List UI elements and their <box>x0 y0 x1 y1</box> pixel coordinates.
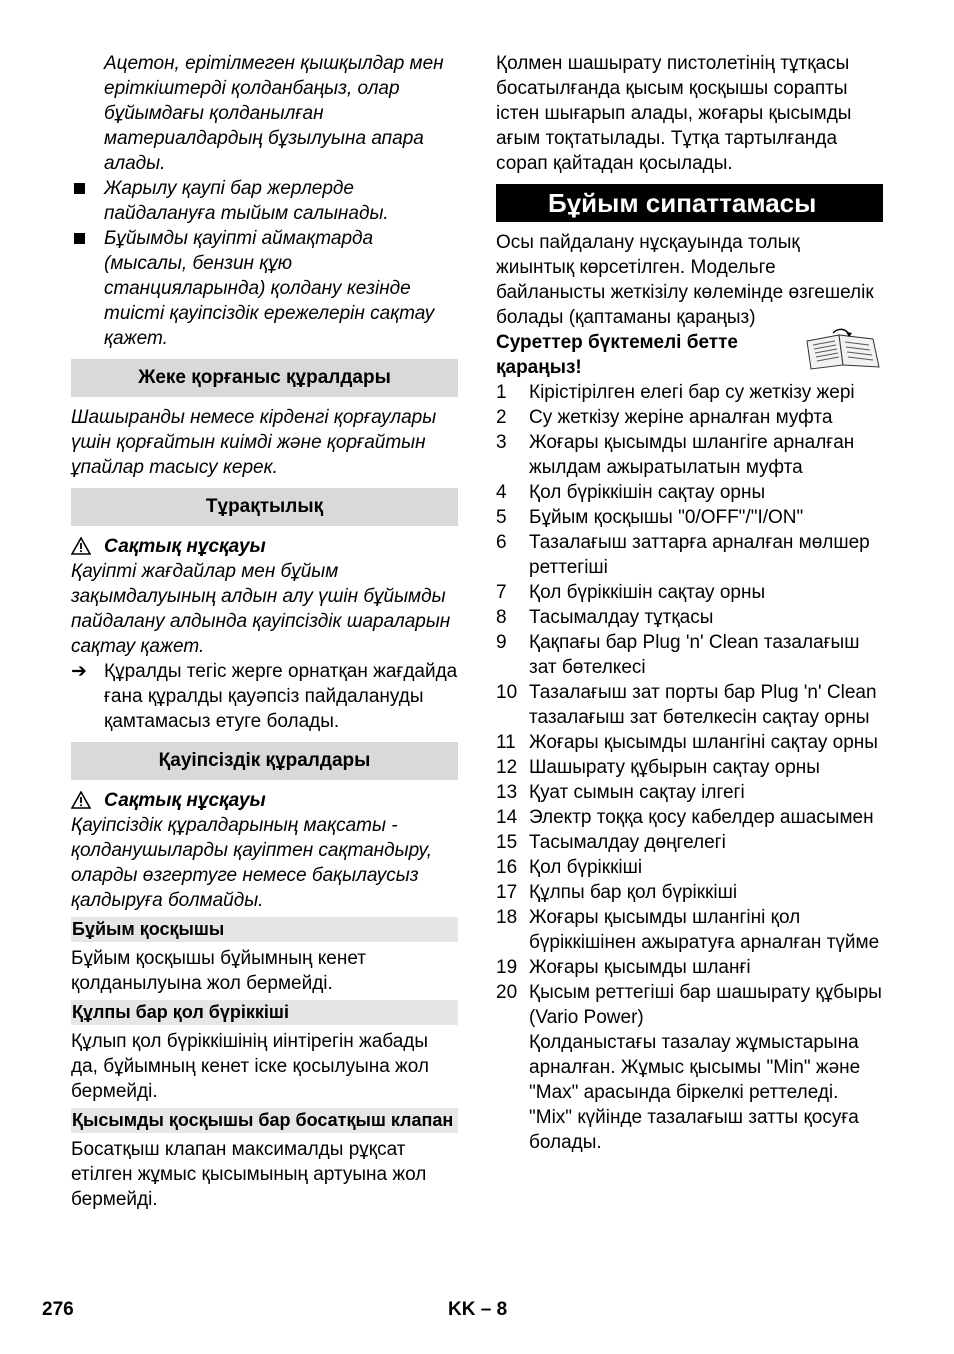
item-20-description: Қолданыстағы тазалау жұмыстарына арналған. Жұмыс қысымы "Min" және "Max" арасында біркелкі реттеледі. "Mix" күйінде тазалағыш затты қосуға болады. <box>529 1032 861 1153</box>
bullet-item: Жарылу қаупі бар жерлерде пайдалануға тыйым салынады. <box>71 176 458 226</box>
list-item: 19 Жоғары қысымды шланғі <box>496 957 751 978</box>
section-heading-stability: Тұрақтылық <box>71 488 458 526</box>
page-number: 276 <box>42 1299 74 1320</box>
subsection-text: Бұйым қосқышы бұйымның кенет қолданылуына жол бермейді. <box>71 948 366 994</box>
description-text: Осы пайдалану нұсқауында толық жиынтық көрсетілген. Модельге байланысты жеткізілу көлемінде өзгешелік болады (қаптаманы қараңыз) <box>496 232 874 328</box>
section-text: Қауіпті жағдайлар мен бұйым зақымдалуының алдын алу үшін бұйымды пайдалану алдында қауіпсіздік шараларын сақтау қажет. <box>71 561 451 657</box>
warning-triangle-icon <box>71 791 91 809</box>
list-item: 2 Су жеткізу жеріне арналған муфта <box>496 407 833 428</box>
list-item: 8 Тасымалдау тұтқасы <box>496 607 714 628</box>
subsection-heading-trigger-lock: Құлпы бар қол бүріккіші <box>71 1000 458 1025</box>
section-text: Шашыранды немесе кірденгі қорғаулары үшін қорғайтын киімді және қорғайтын ұпайлар тасысу керек. <box>71 407 437 478</box>
warning-note: Сақтық нұсқауы <box>71 534 458 559</box>
subsection-text: Босатқыш клапан максималды рұқсат етілген жұмыс қысымының артуына жол бермейді. <box>71 1139 427 1210</box>
footer-section-label: KK – 8 <box>448 1299 508 1320</box>
main-section-title: Бұйым сипаттамасы <box>496 184 883 222</box>
list-item: 20 Қысым реттегіші бар шашырату құбыры (Vario Power) <box>496 982 882 1028</box>
list-item: 18 Жоғары қысымды шлангіні қол бүріккішінен ажыратуға арналған түйме <box>496 907 880 953</box>
subsection-heading-device-switch: Бұйым қосқышы <box>71 917 458 942</box>
list-item: 10 Тазалағыш зат порты бар Plug 'n' Clean тазалағыш зат бөтелкесін сақтау орны <box>496 682 877 728</box>
left-column <box>71 51 458 1212</box>
top-text: Қолмен шашырату пистолетінің тұтқасы босатылғанда қысым қосқышы сорапты істен шығарып алады, жоғары қысымды ағым тоқтатылады. Тұтқа тартылғанда сорап қайтадан қосылады. <box>496 53 852 174</box>
list-item: 7 Қол бүріккішін сақтау орны <box>496 582 766 603</box>
figures-note: Суреттер бүктемелі бетте қараңыз! <box>496 330 883 380</box>
warning-note: Сақтық нұсқауы <box>71 788 458 813</box>
list-item: 12 Шашырату құбырын сақтау орны <box>496 757 820 778</box>
list-item: 15 Тасымалдау дөңгелегі <box>496 832 726 853</box>
list-item: 5 Бұйым қосқышы "0/OFF"/"I/ON" <box>496 507 804 528</box>
component-list <box>496 380 883 1155</box>
section-heading-safety-devices: Қауіпсіздік құралдары <box>71 742 458 780</box>
bullet-square-icon <box>74 183 85 194</box>
list-item: 13 Қуат сымын сақтау ілгегі <box>496 782 745 803</box>
list-item: 9 Қақпағы бар Plug 'n' Clean тазалағыш зат бөтелкесі <box>496 632 860 678</box>
list-item: 1 Кірістірілген елегі бар су жеткізу жері <box>496 382 855 403</box>
list-item: 6 Тазалағыш заттарға арналған мөлшер реттегіші <box>496 532 870 578</box>
foldout-book-icon <box>803 327 883 371</box>
section-heading-personal-protection: Жеке қорғаныс құралдары <box>71 359 458 397</box>
list-item: 17 Құлпы бар қол бүріккіші <box>496 882 738 903</box>
right-column <box>496 51 883 1155</box>
arrow-item: ➔ Құралды тегіс жерге орнатқан жағдайда ғана құралды қауәпсіз пайдалануды қамтамасыз етуге болады. <box>71 660 458 732</box>
intro-continuation: Ацетон, ерітілмеген қышқылдар мен еріткіштерді қолданбаңыз, олар бұйымдағы қолданылған материалдардың бұзылуына апара алады. <box>104 53 444 174</box>
subsection-heading-overflow-valve: Қысымды қосқышы бар босатқыш клапан <box>71 1108 458 1133</box>
warning-triangle-icon <box>71 537 91 555</box>
list-item: 11 Жоғары қысымды шлангіні сақтау орны <box>496 732 878 753</box>
bullet-item: Бұйымды қауіпті аймақтарда (мысалы, бензин құю станцияларында) қолдану кезінде тиісті қауіпсіздік ережелерін сақтау қажет. <box>71 226 458 351</box>
subsection-text: Құлып қол бүріккішінің иінтірегін жабады да, бұйымның кенет іске қосылуына жол бермейді. <box>71 1031 430 1102</box>
list-item: 4 Қол бүріккішін сақтау орны <box>496 482 766 503</box>
list-item: 3 Жоғары қысымды шлангіге арналған жылдам ажыратылатын муфта <box>496 432 855 478</box>
section-text: Қауіпсіздік құралдарының мақсаты - қолданушыларды қауіптен сақтандыру, оларды өзгертуге немесе бақылаусыз қалдыруға болмайды. <box>71 815 433 911</box>
bullet-square-icon <box>74 233 85 244</box>
list-item: 14 Электр тоққа қосу кабелдер ашасымен <box>496 807 874 828</box>
list-item: 16 Қол бүріккіші <box>496 857 643 878</box>
arrow-right-icon: ➔ <box>71 660 87 682</box>
